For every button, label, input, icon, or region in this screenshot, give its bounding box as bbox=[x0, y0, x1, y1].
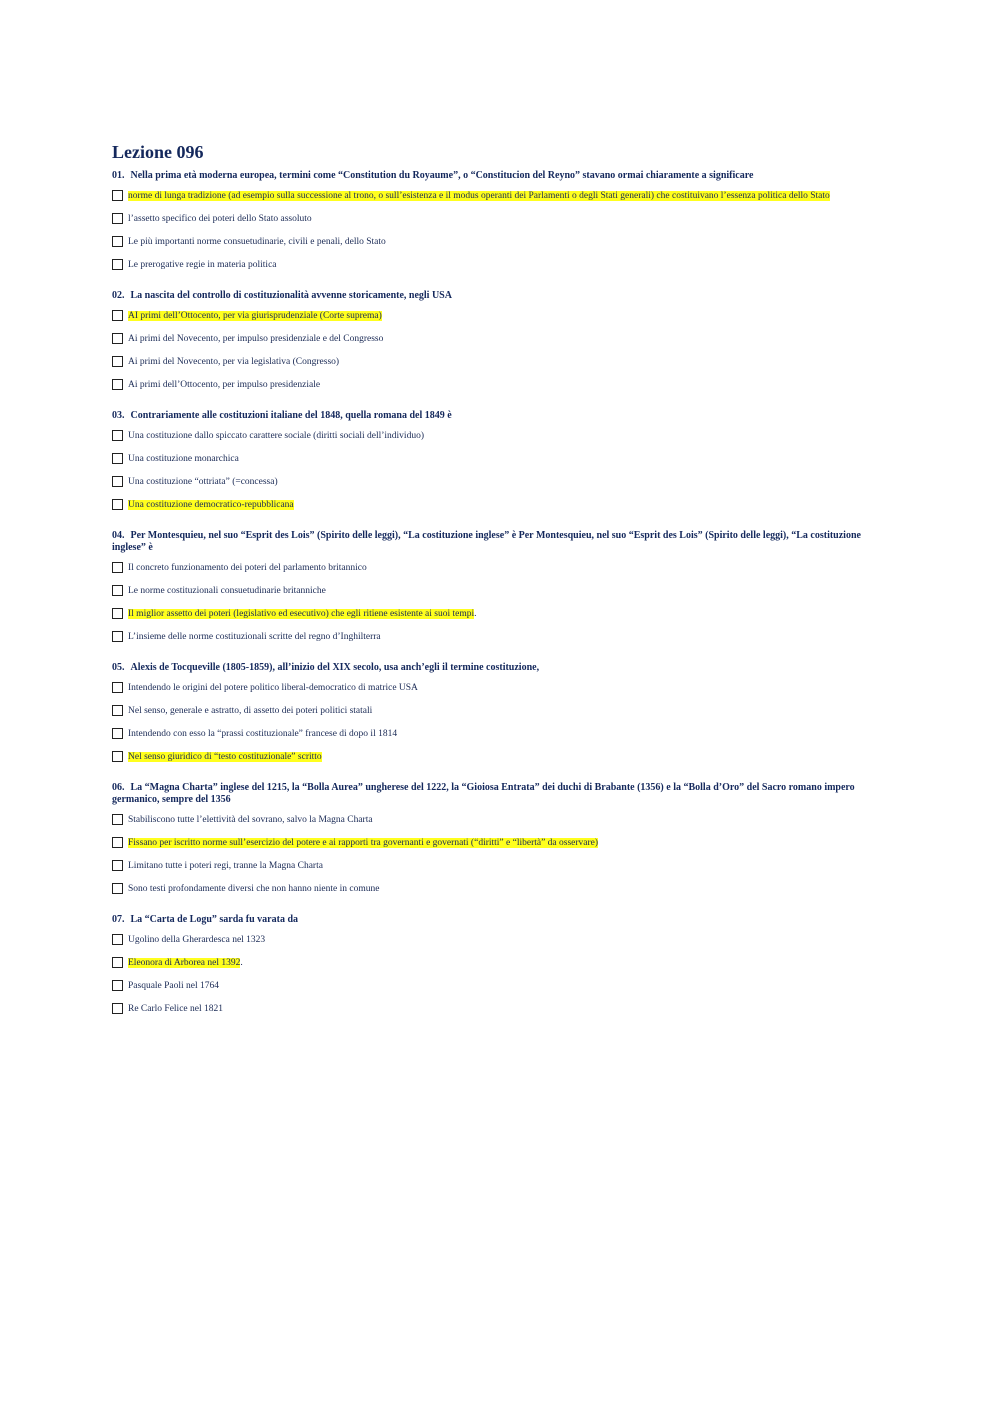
answer-text: Il concreto funzionamento dei poteri del parlamento britannico bbox=[128, 563, 367, 573]
question-6 bbox=[112, 782, 870, 898]
question-number: 02. bbox=[112, 290, 125, 301]
answer-text: Le prerogative regie in materia politica bbox=[128, 260, 277, 270]
checkbox-icon[interactable] bbox=[112, 379, 123, 390]
question-text bbox=[112, 530, 870, 554]
answer-option[interactable] bbox=[112, 706, 870, 720]
checkbox-icon[interactable] bbox=[112, 631, 123, 642]
answer-option[interactable] bbox=[112, 454, 870, 468]
checkbox-icon[interactable] bbox=[112, 310, 123, 321]
checkbox-icon[interactable] bbox=[112, 333, 123, 344]
checkbox-icon[interactable] bbox=[112, 682, 123, 693]
answer-option[interactable] bbox=[112, 1004, 870, 1018]
question-1 bbox=[112, 170, 870, 274]
checkbox-icon[interactable] bbox=[112, 499, 123, 510]
answer-option[interactable] bbox=[112, 357, 870, 371]
answer-text: Fissano per iscritto norme sull’esercizio del potere e ai rapporti tra governanti e governati (“diritti” e “libertà” da osservare) bbox=[128, 838, 599, 848]
answer-option[interactable] bbox=[112, 632, 870, 646]
answer-text: Intendendo con esso la “prassi costituzionale” francese di dopo il 1814 bbox=[128, 729, 398, 739]
answer-text: Una costituzione monarchica bbox=[128, 454, 239, 464]
question-label: La “Magna Charta” inglese del 1215, la “Bolla Aurea” ungherese del 1222, la “Gioiosa Entrata” dei duchi di Brabante (1356) e la “Bolla d’Oro” del Sacro romano impero germanico, sempre del 1356 bbox=[112, 782, 855, 805]
question-text bbox=[112, 914, 870, 926]
checkbox-icon[interactable] bbox=[112, 236, 123, 247]
answer-text: Una costituzione “ottriata” (=concessa) bbox=[128, 477, 278, 487]
answer-option[interactable] bbox=[112, 380, 870, 394]
answer-text: Le più importanti norme consuetudinarie, civili e penali, dello Stato bbox=[128, 237, 386, 247]
answer-suffix: . bbox=[474, 609, 477, 619]
checkbox-icon[interactable] bbox=[112, 957, 123, 968]
answer-text: Ai primi del Novecento, per impulso presidenziale e del Congresso bbox=[128, 334, 384, 344]
checkbox-icon[interactable] bbox=[112, 934, 123, 945]
answer-option[interactable] bbox=[112, 237, 870, 251]
question-number: 01. bbox=[112, 170, 125, 181]
question-label: La nascita del controllo di costituzionalità avvenne storicamente, negli USA bbox=[130, 290, 452, 301]
answer-option[interactable] bbox=[112, 563, 870, 577]
checkbox-icon[interactable] bbox=[112, 562, 123, 573]
checkbox-icon[interactable] bbox=[112, 883, 123, 894]
checkbox-icon[interactable] bbox=[112, 213, 123, 224]
question-text bbox=[112, 662, 870, 674]
answer-text: Sono testi profondamente diversi che non hanno niente in comune bbox=[128, 884, 380, 894]
answer-text: Intendendo le origini del potere politico liberal-democratico di matrice USA bbox=[128, 683, 418, 693]
answer-text: Eleonora di Arborea nel 1392 bbox=[128, 958, 241, 968]
answer-option[interactable] bbox=[112, 935, 870, 949]
checkbox-icon[interactable] bbox=[112, 476, 123, 487]
question-label: Per Montesquieu, nel suo “Esprit des Lois” (Spirito delle leggi), “La costituzione inglese” è Per Montesquieu, nel suo “Esprit des Lois” (Spirito delle leggi), “La costituzione inglese” è bbox=[112, 530, 861, 553]
answer-text: Ai primi dell’Ottocento, per impulso presidenziale bbox=[128, 380, 321, 390]
checkbox-icon[interactable] bbox=[112, 585, 123, 596]
answer-option[interactable] bbox=[112, 311, 870, 325]
answer-text: Le norme costituzionali consuetudinarie britanniche bbox=[128, 586, 326, 596]
answer-text: Ai primi del Novecento, per via legislativa (Congresso) bbox=[128, 357, 340, 367]
question-text bbox=[112, 290, 870, 302]
page-title: Lezione 096 bbox=[112, 142, 204, 162]
question-text bbox=[112, 170, 870, 182]
question-3 bbox=[112, 410, 870, 514]
answer-text: Nel senso giuridico di “testo costituzionale” scritto bbox=[128, 752, 322, 762]
answer-option[interactable] bbox=[112, 981, 870, 995]
question-7 bbox=[112, 914, 870, 1018]
question-label: Nella prima età moderna europea, termini come “Constitution du Royaume”, o “Constitucion del Reyno” stavano ormai chiaramente a significare bbox=[130, 170, 754, 181]
answer-option[interactable] bbox=[112, 729, 870, 743]
question-label: Alexis de Tocqueville (1805-1859), all’inizio del XIX secolo, usa anch’egli il termine costituzione, bbox=[130, 662, 540, 673]
question-label: Contrariamente alle costituzioni italiane del 1848, quella romana del 1849 è bbox=[130, 410, 452, 421]
question-number: 03. bbox=[112, 410, 125, 421]
checkbox-icon[interactable] bbox=[112, 705, 123, 716]
checkbox-icon[interactable] bbox=[112, 814, 123, 825]
answer-suffix: . bbox=[240, 958, 243, 968]
answer-text: Pasquale Paoli nel 1764 bbox=[128, 981, 220, 991]
checkbox-icon[interactable] bbox=[112, 190, 123, 201]
answer-text: Il miglior assetto dei poteri (legislativo ed esecutivo) che egli ritiene esistente ai suoi tempi bbox=[128, 609, 475, 619]
checkbox-icon[interactable] bbox=[112, 728, 123, 739]
question-list bbox=[112, 170, 870, 1018]
question-4 bbox=[112, 530, 870, 646]
answer-text: Stabiliscono tutte l’elettività del sovrano, salvo la Magna Charta bbox=[128, 815, 373, 825]
answer-option[interactable] bbox=[112, 958, 870, 972]
answer-option[interactable] bbox=[112, 260, 870, 274]
answer-option[interactable] bbox=[112, 683, 870, 697]
question-2 bbox=[112, 290, 870, 394]
answer-text: Re Carlo Felice nel 1821 bbox=[128, 1004, 223, 1014]
answer-option[interactable] bbox=[112, 214, 870, 228]
answer-text: l’assetto specifico dei poteri dello Stato assoluto bbox=[128, 214, 312, 224]
question-number: 06. bbox=[112, 782, 125, 793]
checkbox-icon[interactable] bbox=[112, 860, 123, 871]
answer-text: Limitano tutte i poteri regi, tranne la Magna Charta bbox=[128, 861, 323, 871]
checkbox-icon[interactable] bbox=[112, 356, 123, 367]
checkbox-icon[interactable] bbox=[112, 259, 123, 270]
answer-option[interactable] bbox=[112, 815, 870, 829]
question-text bbox=[112, 782, 870, 806]
checkbox-icon[interactable] bbox=[112, 980, 123, 991]
question-text bbox=[112, 410, 870, 422]
answer-option[interactable] bbox=[112, 752, 870, 766]
answer-option[interactable] bbox=[112, 431, 870, 445]
answer-option[interactable] bbox=[112, 334, 870, 348]
checkbox-icon[interactable] bbox=[112, 608, 123, 619]
checkbox-icon[interactable] bbox=[112, 1003, 123, 1014]
answer-text: Una costituzione dallo spiccato carattere sociale (diritti sociali dell’individuo) bbox=[128, 431, 424, 441]
answer-option[interactable] bbox=[112, 586, 870, 600]
answer-option[interactable] bbox=[112, 861, 870, 875]
answer-text: norme di lunga tradizione (ad esempio sulla successione al trono, o sull’esistenza e il modus operanti dei Parlamenti o degli Stati generali) che costituivano l’essenza politica dello Stato bbox=[128, 191, 830, 201]
answer-option[interactable] bbox=[112, 477, 870, 491]
answer-option[interactable] bbox=[112, 609, 870, 623]
question-label: La “Carta de Logu” sarda fu varata da bbox=[130, 914, 299, 925]
answer-option[interactable] bbox=[112, 191, 870, 205]
answer-text: Nel senso, generale e astratto, di assetto dei poteri politici statali bbox=[128, 706, 373, 716]
answer-text: L’insieme delle norme costituzionali scritte del regno d’Inghilterra bbox=[128, 632, 381, 642]
question-number: 07. bbox=[112, 914, 125, 925]
answer-text: Una costituzione democratico-repubblicana bbox=[128, 500, 294, 510]
answer-text: Ugolino della Gherardesca nel 1323 bbox=[128, 935, 266, 945]
answer-option[interactable] bbox=[112, 500, 870, 514]
answer-option[interactable] bbox=[112, 884, 870, 898]
checkbox-icon[interactable] bbox=[112, 751, 123, 762]
question-number: 04. bbox=[112, 530, 125, 541]
checkbox-icon[interactable] bbox=[112, 430, 123, 441]
checkbox-icon[interactable] bbox=[112, 453, 123, 464]
question-number: 05. bbox=[112, 662, 125, 673]
document-page bbox=[112, 140, 870, 1034]
answer-option[interactable] bbox=[112, 838, 870, 852]
answer-text: AI primi dell’Ottocento, per via giurisprudenziale (Corte suprema) bbox=[128, 311, 382, 321]
question-5 bbox=[112, 662, 870, 766]
checkbox-icon[interactable] bbox=[112, 837, 123, 848]
